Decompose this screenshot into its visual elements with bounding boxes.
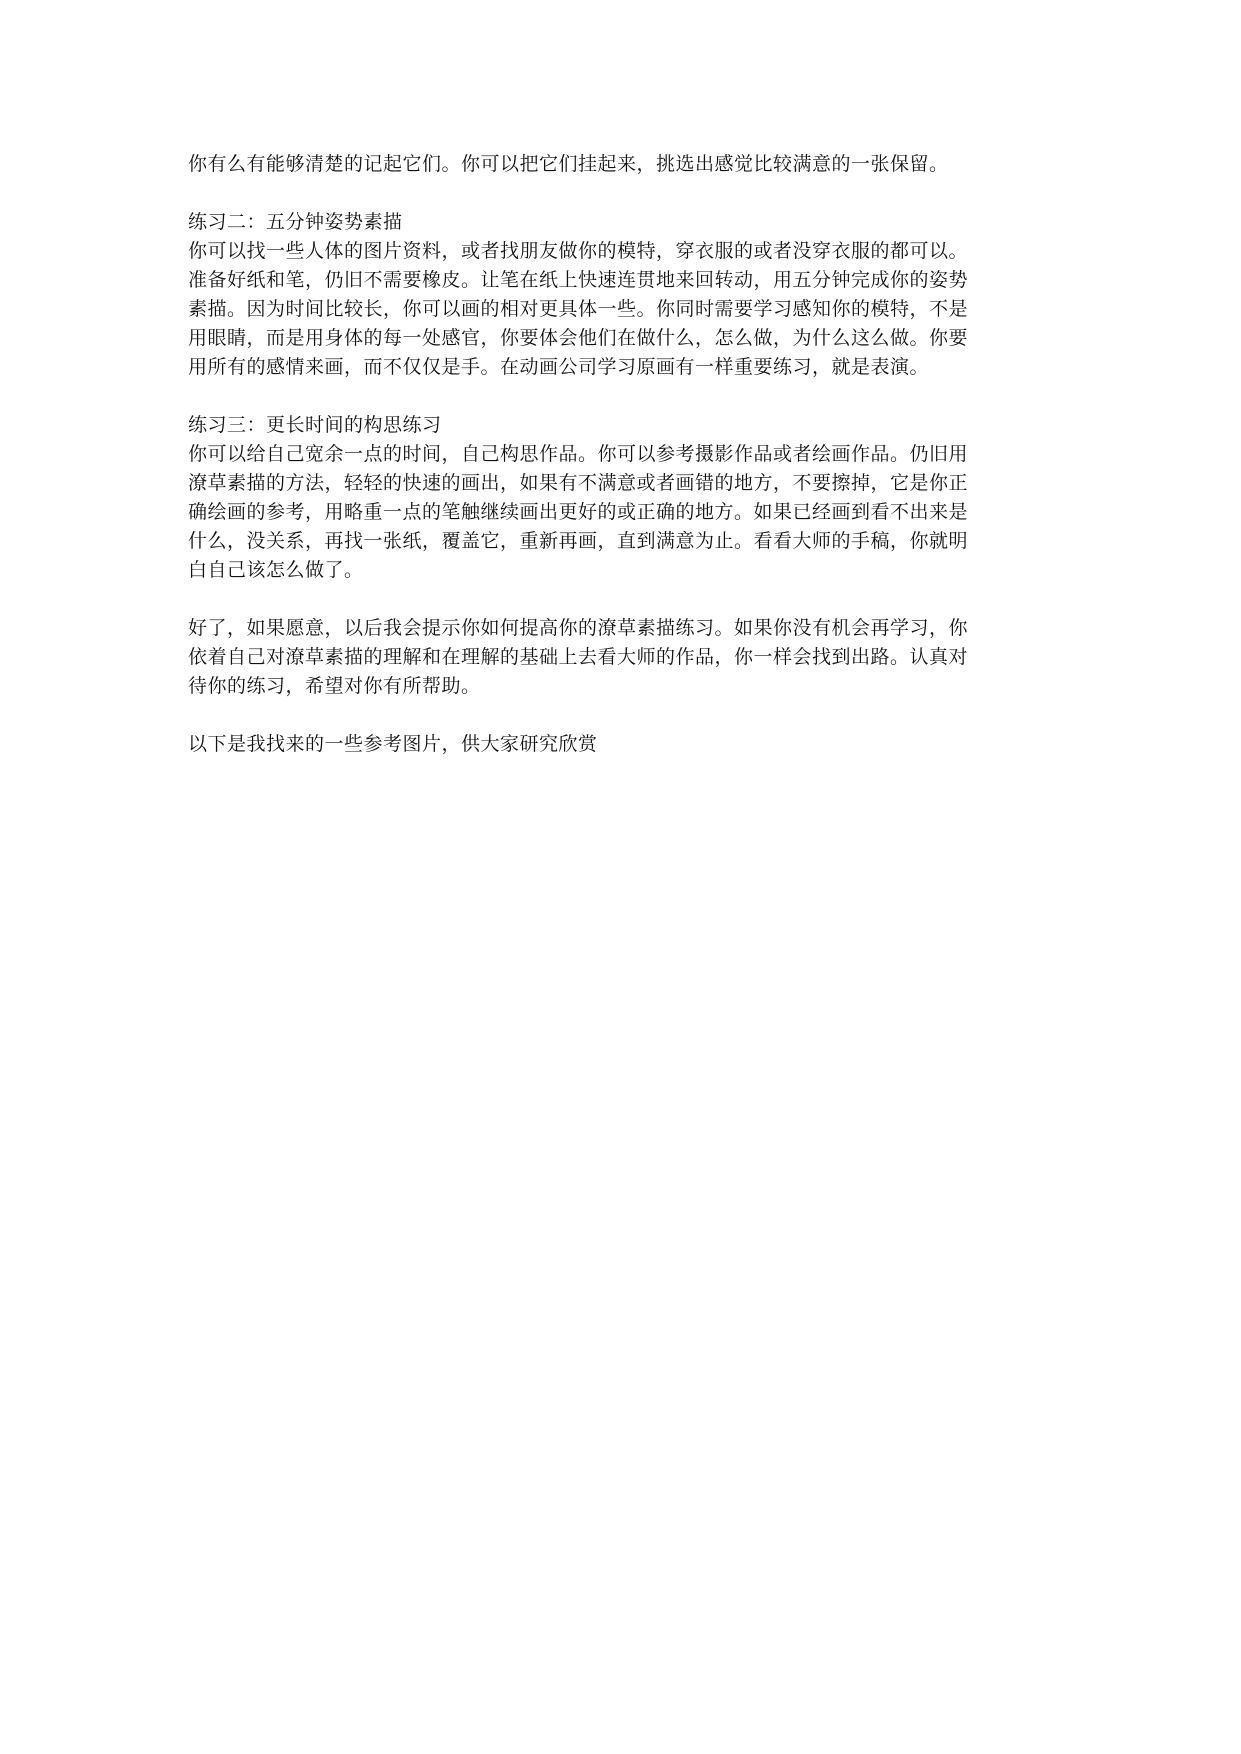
text-line: 素描。因为时间比较长，你可以画的相对更具体一些。你同时需要学习感知你的模特，不是 — [188, 298, 969, 320]
text-line: 你可以给自己宽余一点的时间，自己构思作品。你可以参考摄影作品或者绘画作品。仍旧用 — [188, 443, 969, 465]
text-line: 待你的练习，希望对你有所帮助。 — [188, 675, 481, 697]
paragraph-exercise-three — [188, 411, 1058, 585]
text-line: 白自己该怎么做了。 — [188, 559, 364, 581]
section-heading: 练习三：更长时间的构思练习 — [188, 414, 442, 436]
text-line: 依着自己对潦草素描的理解和在理解的基础上去看大师的作品，你一样会找到出路。认真对 — [188, 646, 969, 668]
text-line: 确绘画的参考，用略重一点的笔触继续画出更好的或正确的地方。如果已经画到看不出来是 — [188, 501, 969, 523]
paragraph-intro — [188, 150, 1058, 179]
document-body — [188, 150, 1058, 788]
text-line: 什么，没关系，再找一张纸，覆盖它，重新再画，直到满意为止。看看大师的手稿，你就明 — [188, 530, 969, 552]
text-line: 用眼睛，而是用身体的每一处感官，你要体会他们在做什么，怎么做，为什么这么做。你要 — [188, 327, 969, 349]
text-line: 以下是我找来的一些参考图片，供大家研究欣赏 — [188, 733, 598, 755]
text-line: 用所有的感情来画，而不仅仅是手。在动画公司学习原画有一样重要练习，就是表演。 — [188, 356, 930, 378]
text-line: 潦草素描的方法，轻轻的快速的画出，如果有不满意或者画错的地方，不要擦掉，它是你正 — [188, 472, 969, 494]
paragraph-reference-note — [188, 730, 1058, 759]
text-line: 好了，如果愿意，以后我会提示你如何提高你的潦草素描练习。如果你没有机会再学习，你 — [188, 617, 969, 639]
text-line: 你可以找一些人体的图片资料，或者找朋友做你的模特，穿衣服的或者没穿衣服的都可以。 — [188, 240, 969, 262]
text-line: 准备好纸和笔，仍旧不需要橡皮。让笔在纸上快速连贯地来回转动，用五分钟完成你的姿势 — [188, 269, 969, 291]
paragraph-exercise-two — [188, 208, 1058, 382]
paragraph-conclusion — [188, 614, 1058, 701]
text-line: 你有么有能够清楚的记起它们。你可以把它们挂起来，挑选出感觉比较满意的一张保留。 — [188, 153, 949, 175]
section-heading: 练习二：五分钟姿势素描 — [188, 211, 403, 233]
